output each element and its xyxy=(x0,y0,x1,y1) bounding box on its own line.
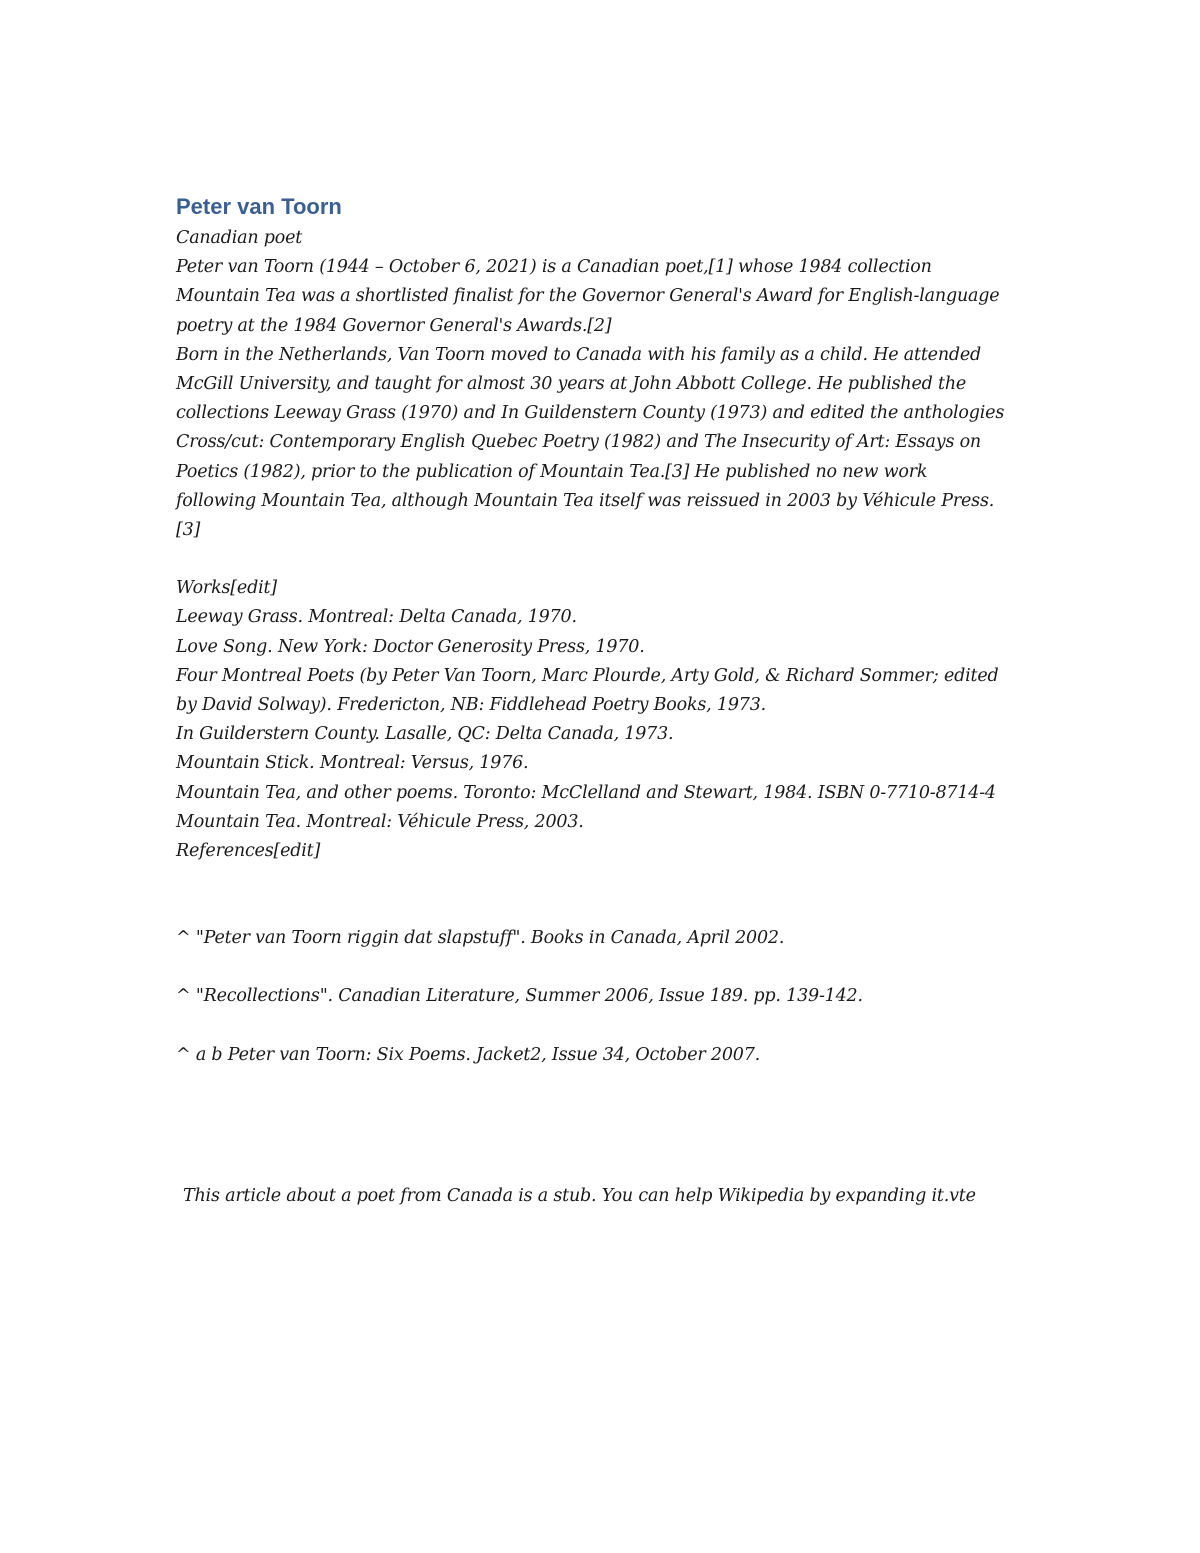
intro-line: poetry at the 1984 Governor General's Awards.[2] xyxy=(176,315,612,336)
works-item: In Guilderstern County. Lasalle, QC: Delta Canada, 1973. xyxy=(176,724,674,745)
works-item: Love Song. New York: Doctor Generosity Press, 1970. xyxy=(176,636,645,657)
intro-paragraph xyxy=(176,253,1036,341)
page-title: Peter van Toorn xyxy=(176,194,342,219)
bio-line: [3] xyxy=(176,520,201,541)
reference-item: ^ a b Peter van Toorn: Six Poems. Jacket2, Issue 34, October 2007. xyxy=(176,1044,761,1065)
reference-item: ^ "Peter van Toorn riggin dat slapstuff". Books in Canada, April 2002. xyxy=(176,928,785,949)
bio-line: collections Leeway Grass (1970) and In Guildenstern County (1973) and edited the anthologies xyxy=(176,403,1005,424)
bio-line: following Mountain Tea, although Mountain Tea itself was reissued in 2003 by Véhicule Press. xyxy=(176,490,995,511)
references-heading: References[edit] xyxy=(176,841,321,862)
works-item: Four Montreal Poets (by Peter Van Toorn, Marc Plourde, Arty Gold, & Richard Sommer; edited xyxy=(176,665,999,686)
intro-line: Peter van Toorn (1944 – October 6, 2021) is a Canadian poet,[1] whose 1984 collection xyxy=(176,257,932,278)
article-body xyxy=(176,190,1036,1099)
works-heading: Works[edit] xyxy=(176,578,277,599)
works-item: Mountain Tea, and other poems. Toronto: McClelland and Stewart, 1984. ISBN 0-7710-8714-4 xyxy=(176,782,996,803)
paragraph-gap xyxy=(176,545,1036,574)
references-list xyxy=(176,924,1036,1070)
works-item: Leeway Grass. Montreal: Delta Canada, 1970. xyxy=(176,607,577,628)
stub-notice: This article about a poet from Canada is a stub. You can help Wikipedia by expanding it.vte xyxy=(183,1186,976,1206)
bio-line: Born in the Netherlands, Van Toorn moved to Canada with his family as a child. He attended xyxy=(176,344,982,365)
bio-line: McGill University, and taught for almost 30 years at John Abbott College. He published the xyxy=(176,374,967,395)
works-list xyxy=(176,603,1036,837)
works-item: by David Solway). Fredericton, NB: Fiddlehead Poetry Books, 1973. xyxy=(176,695,766,716)
works-item: Mountain Tea. Montreal: Véhicule Press, 2003. xyxy=(176,811,584,832)
works-item: Mountain Stick. Montreal: Versus, 1976. xyxy=(176,753,529,774)
article-subtitle: Canadian poet xyxy=(176,228,303,248)
reference-item: ^ "Recollections". Canadian Literature, Summer 2006, Issue 189. pp. 139-142. xyxy=(176,986,863,1007)
bio-line: Poetics (1982), prior to the publication of Mountain Tea.[3] He published no new work xyxy=(176,461,928,482)
biography-paragraph xyxy=(176,341,1036,545)
bio-line: Cross/cut: Contemporary English Quebec Poetry (1982) and The Insecurity of Art: Essays on xyxy=(176,432,981,453)
intro-line: Mountain Tea was a shortlisted finalist for the Governor General's Award for English-language xyxy=(176,286,1000,307)
